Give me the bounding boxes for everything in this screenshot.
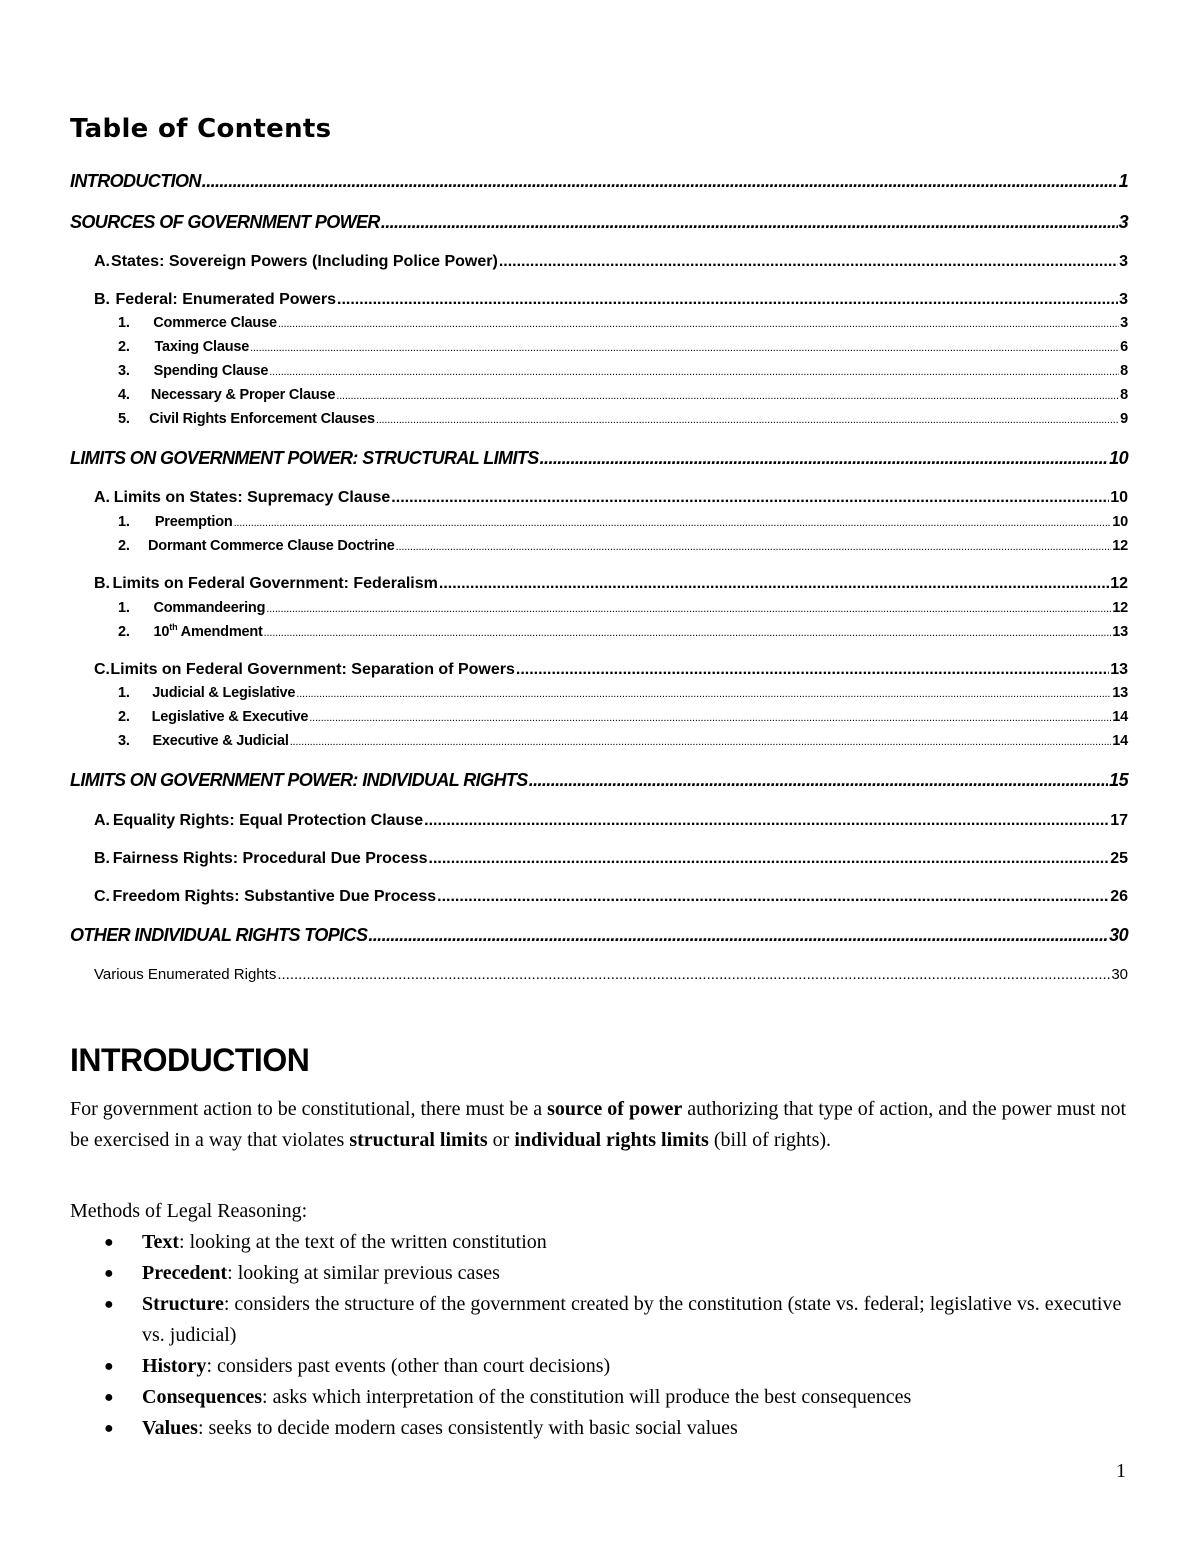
- toc-entry-number: 1.: [118, 600, 130, 616]
- toc-entry-label-suffix: Amendment: [177, 624, 263, 640]
- toc-entry-page: 1: [1118, 171, 1128, 191]
- method-desc: : looking at the text of the written constitution: [179, 1231, 547, 1253]
- list-item: [70, 1258, 1130, 1289]
- list-item: [70, 1227, 1130, 1258]
- toc-entry-label-sup: th: [169, 622, 178, 633]
- toc-entry-page: 30: [1109, 925, 1128, 945]
- bullet-icon: ●: [104, 1234, 114, 1251]
- bullet-icon: ●: [104, 1358, 114, 1375]
- list-item: [70, 1382, 1130, 1413]
- toc-entry-number: A.: [94, 812, 110, 829]
- toc-entry-substantive-due-process[interactable]: [70, 889, 1128, 905]
- toc-entry-page: 3: [1120, 315, 1128, 331]
- toc-dot-leader: [266, 604, 1111, 615]
- toc-entry-page: 10: [1110, 489, 1128, 506]
- toc-title: Table of Contents: [70, 114, 332, 144]
- toc-dot-leader: [277, 967, 1110, 982]
- toc-entry-number: 3.: [118, 363, 130, 379]
- toc-entry-label: Preemption: [154, 514, 233, 530]
- toc-entry-page: 17: [1110, 812, 1128, 829]
- toc-entry-page: 13: [1112, 685, 1128, 701]
- method-desc: : considers the structure of the government created by the constitution (state vs. federal; legislative vs. executive vs. judicial): [142, 1293, 1122, 1346]
- toc-dot-leader: [264, 628, 1112, 639]
- list-item: [70, 1351, 1130, 1382]
- method-term: History: [142, 1355, 207, 1377]
- toc-entry-number: B.: [94, 291, 110, 308]
- toc-entry-label: Commerce Clause: [153, 315, 277, 331]
- toc-dot-leader: [439, 576, 1109, 592]
- method-term: Structure: [142, 1293, 224, 1315]
- toc-entry-label: Dormant Commerce Clause Doctrine: [148, 538, 395, 554]
- toc-dot-leader: [424, 813, 1109, 829]
- toc-entry-page: 9: [1120, 411, 1128, 427]
- toc-entry-page: 25: [1110, 850, 1128, 867]
- toc-dot-leader: [309, 713, 1111, 724]
- toc-entry-number: A.: [94, 489, 110, 506]
- toc-entry-commandeering[interactable]: [70, 601, 1128, 616]
- toc-entry-page: 30: [1111, 966, 1128, 983]
- toc-dot-leader: [234, 518, 1112, 529]
- toc-dot-leader: [296, 689, 1111, 700]
- toc-entry-page: 10: [1109, 448, 1128, 468]
- toc-entry-page: 3: [1118, 212, 1128, 232]
- toc-entry-10th-amendment[interactable]: [70, 622, 1128, 640]
- bullet-icon: ●: [104, 1265, 114, 1282]
- toc-dot-leader: [499, 254, 1118, 270]
- toc-dot-leader: [516, 662, 1109, 678]
- toc-entry-page: 13: [1110, 661, 1128, 678]
- toc-entry-procedural-due-process[interactable]: [70, 851, 1128, 867]
- toc-entry-number: C.: [94, 888, 110, 905]
- list-item: [70, 1413, 1130, 1444]
- toc-entry-number: 1.: [118, 315, 130, 331]
- toc-entry-label: Judicial & Legislative: [152, 685, 296, 701]
- toc-entry-number: 2.: [118, 339, 130, 355]
- toc-entry-sources-of-government-power[interactable]: [70, 213, 1128, 231]
- toc-entry-label: INTRODUCTION: [70, 171, 201, 191]
- toc-entry-label: Taxing Clause: [154, 339, 250, 355]
- toc-entry-label: Fairness Rights: Procedural Due Process: [112, 850, 428, 867]
- toc-entry-states-sovereign-powers[interactable]: [70, 254, 1128, 270]
- toc-entry-page: 3: [1119, 291, 1128, 308]
- toc-dot-leader: [337, 292, 1118, 308]
- toc-entry-page: 26: [1110, 888, 1128, 905]
- toc-entry-label: LIMITS ON GOVERNMENT POWER: INDIVIDUAL RIGHTS: [70, 770, 528, 790]
- toc-entry-label-prefix: 10: [153, 624, 170, 640]
- toc-entry-label: Limits on Federal Government: Federalism: [112, 575, 438, 592]
- page-number: 1: [1116, 1460, 1126, 1482]
- toc-entry-number: 2.: [118, 709, 130, 725]
- toc-entry-label: SOURCES OF GOVERNMENT POWER: [70, 212, 380, 232]
- toc-entry-page: 12: [1112, 600, 1128, 616]
- toc-entry-number: C.: [94, 661, 110, 678]
- toc-dot-leader: [429, 851, 1110, 867]
- toc-entry-label: LIMITS ON GOVERNMENT POWER: STRUCTURAL LIMITS: [70, 448, 539, 468]
- toc-entry-page: 8: [1120, 387, 1128, 403]
- toc-entry-label: Spending Clause: [153, 363, 269, 379]
- bullet-icon: ●: [104, 1296, 114, 1313]
- toc-entry-executive-judicial[interactable]: [70, 734, 1128, 749]
- toc-entry-label: Necessary & Proper Clause: [150, 387, 336, 403]
- toc-dot-leader: [269, 367, 1119, 378]
- intro-bold-source-of-power: source of power: [547, 1098, 683, 1120]
- toc-entry-label: Limits on Federal Government: Separation of Powers: [110, 661, 515, 678]
- toc-dot-leader: [437, 889, 1109, 905]
- toc-entry-federal-enumerated-powers[interactable]: [70, 292, 1128, 308]
- toc-entry-label: OTHER INDIVIDUAL RIGHTS TOPICS: [70, 925, 368, 945]
- toc-entry-other-individual-rights[interactable]: [70, 926, 1128, 944]
- toc-entry-dormant-commerce-clause[interactable]: [70, 539, 1128, 554]
- toc-entry-number: A.: [94, 253, 110, 270]
- toc-entry-label: Commandeering: [153, 600, 266, 616]
- toc-dot-leader: [381, 213, 1118, 231]
- toc-entry-label: Various Enumerated Rights: [94, 966, 277, 983]
- toc-entry-necessary-proper-clause[interactable]: [70, 388, 1128, 403]
- toc-entry-federalism[interactable]: [70, 576, 1128, 592]
- toc-entry-taxing-clause[interactable]: [70, 340, 1128, 355]
- toc-entry-legislative-executive[interactable]: [70, 710, 1128, 725]
- toc-dot-leader: [202, 172, 1118, 190]
- toc-dot-leader: [336, 391, 1119, 402]
- toc-entry-label: Freedom Rights: Substantive Due Process: [112, 888, 437, 905]
- toc-entry-number: 5.: [118, 411, 130, 427]
- toc-entry-individual-rights[interactable]: [70, 771, 1128, 789]
- toc-entry-introduction[interactable]: [70, 172, 1128, 190]
- method-desc: : looking at similar previous cases: [227, 1262, 500, 1284]
- methods-list: [70, 1227, 1130, 1444]
- toc-dot-leader: [368, 926, 1108, 944]
- method-term: Precedent: [142, 1262, 228, 1284]
- toc-entry-number: B.: [94, 575, 110, 592]
- intro-bold-individual-rights-limits: individual rights limits: [514, 1129, 709, 1151]
- intro-text: (bill of rights).: [708, 1129, 832, 1151]
- table-of-contents: [70, 0, 1128, 1000]
- intro-text: authorizing that type of action, and the power must not be exercised in a way that violates: [70, 1098, 1127, 1151]
- toc-dot-leader: [540, 449, 1109, 467]
- toc-entry-label: Limits on States: Supremacy Clause: [113, 489, 391, 506]
- method-term: Values: [142, 1417, 198, 1439]
- introduction-paragraph: [70, 1094, 1130, 1156]
- toc-entry-separation-of-powers[interactable]: [70, 662, 1128, 678]
- toc-entry-equal-protection[interactable]: [70, 813, 1128, 829]
- introduction-heading: INTRODUCTION: [70, 1042, 310, 1078]
- toc-entry-structural-limits[interactable]: [70, 449, 1128, 467]
- toc-entry-civil-rights-enforcement[interactable]: [70, 412, 1128, 427]
- toc-entry-number: 2.: [118, 538, 130, 554]
- toc-entry-number: 1.: [118, 685, 130, 701]
- method-term: Text: [142, 1231, 180, 1253]
- list-item: [70, 1289, 1130, 1351]
- toc-entry-number: 4.: [118, 387, 130, 403]
- toc-entry-preemption[interactable]: [70, 515, 1128, 530]
- toc-entry-label: [153, 622, 263, 640]
- toc-entry-page: 15: [1109, 770, 1128, 790]
- toc-entry-page: 13: [1112, 624, 1128, 640]
- toc-entry-number: 3.: [118, 733, 130, 749]
- toc-entry-label: Executive & Judicial: [152, 733, 289, 749]
- toc-entry-label: Legislative & Executive: [151, 709, 309, 725]
- toc-entry-page: 14: [1112, 733, 1128, 749]
- toc-entry-various-enumerated-rights[interactable]: [70, 967, 1128, 982]
- methods-label: Methods of Legal Reasoning:: [70, 1200, 308, 1222]
- toc-dot-leader: [376, 415, 1119, 426]
- method-desc: : seeks to decide modern cases consistently with basic social values: [197, 1417, 738, 1439]
- intro-bold-structural-limits: structural limits: [349, 1129, 488, 1151]
- toc-entry-number: B.: [94, 850, 110, 867]
- bullet-icon: ●: [104, 1389, 114, 1406]
- toc-entry-page: 3: [1119, 253, 1128, 270]
- toc-entry-page: 6: [1120, 339, 1128, 355]
- toc-entry-number: 2.: [118, 624, 130, 640]
- toc-entry-label: Equality Rights: Equal Protection Clause: [112, 812, 424, 829]
- toc-entry-label: Federal: Enumerated Powers: [115, 291, 337, 308]
- method-term: Consequences: [142, 1386, 263, 1408]
- toc-entry-page: 14: [1112, 709, 1128, 725]
- intro-text: or: [487, 1129, 515, 1151]
- toc-entry-page: 12: [1112, 538, 1128, 554]
- toc-dot-leader: [290, 737, 1112, 748]
- intro-text: For government action to be constitutional, there must be a: [70, 1098, 548, 1120]
- toc-entry-page: 10: [1112, 514, 1128, 530]
- toc-entry-number: 1.: [118, 514, 130, 530]
- toc-entry-commerce-clause[interactable]: [70, 316, 1128, 331]
- bullet-icon: ●: [104, 1420, 114, 1437]
- toc-entry-spending-clause[interactable]: [70, 364, 1128, 379]
- method-desc: : asks which interpretation of the constitution will produce the best consequences: [262, 1386, 912, 1408]
- toc-entry-page: 12: [1110, 575, 1128, 592]
- toc-entry-supremacy-clause[interactable]: [70, 490, 1128, 506]
- toc-dot-leader: [396, 542, 1112, 553]
- toc-entry-label: States: Sovereign Powers (Including Police Power): [111, 253, 498, 270]
- toc-entry-label: Civil Rights Enforcement Clauses: [149, 411, 375, 427]
- toc-entry-page: 8: [1120, 363, 1128, 379]
- toc-dot-leader: [529, 771, 1108, 789]
- toc-dot-leader: [391, 490, 1109, 506]
- method-desc: : considers past events (other than court decisions): [206, 1355, 611, 1377]
- toc-dot-leader: [250, 343, 1119, 354]
- toc-dot-leader: [278, 319, 1119, 330]
- toc-entry-judicial-legislative[interactable]: [70, 686, 1128, 701]
